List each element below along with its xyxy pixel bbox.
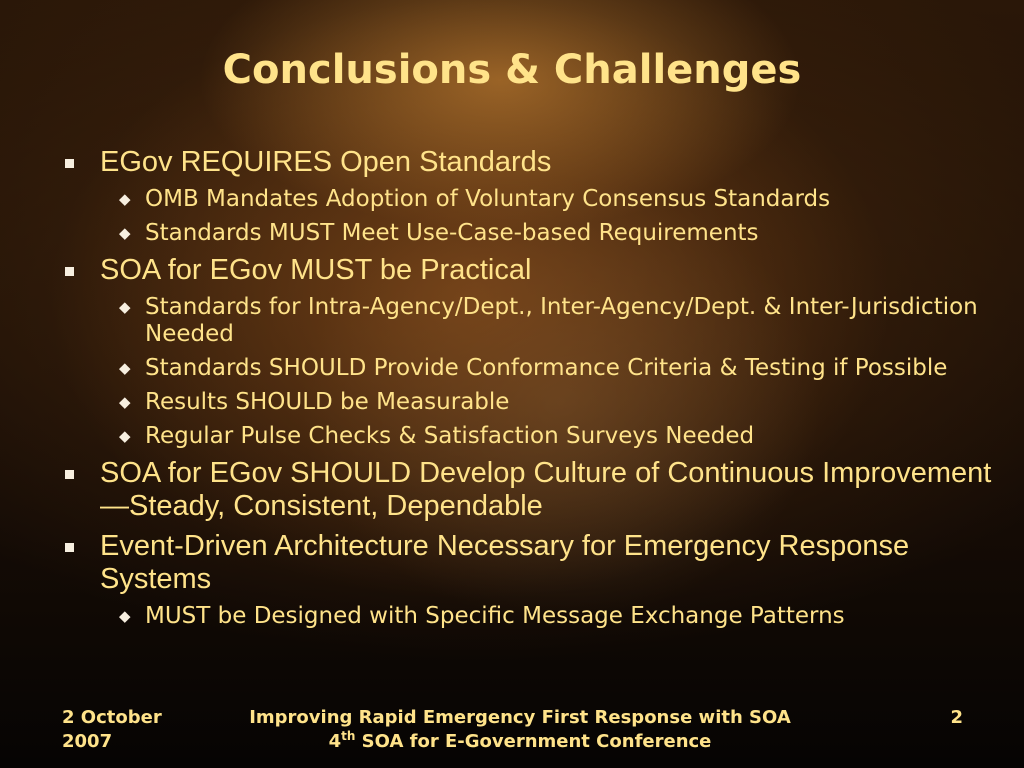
diamond-bullet-icon: ◆ bbox=[119, 190, 131, 208]
sub-bullet-text: Regular Pulse Checks & Satisfaction Surveys Needed bbox=[145, 423, 755, 449]
sub-bullet-item bbox=[60, 603, 1015, 630]
sub-bullet-text: MUST be Designed with Specific Message Exchange Patterns bbox=[145, 603, 845, 629]
page-number: 2 bbox=[950, 707, 963, 728]
square-bullet-icon bbox=[65, 267, 74, 276]
sub-bullet-text: Standards MUST Meet Use-Case-based Requirements bbox=[145, 220, 759, 246]
sub-bullet-item bbox=[60, 389, 1015, 416]
sub-bullet-item bbox=[60, 186, 1015, 213]
footer-date: 2 October 2007 bbox=[62, 707, 162, 752]
diamond-bullet-icon: ◆ bbox=[119, 224, 131, 242]
bullet-item bbox=[60, 457, 1015, 523]
footer-presentation-title: Improving Rapid Emergency First Response with SOA bbox=[249, 707, 791, 728]
footer-conference-name bbox=[200, 730, 840, 754]
bullet-item bbox=[60, 530, 1015, 596]
sub-bullet-item bbox=[60, 294, 1015, 348]
diamond-bullet-icon: ◆ bbox=[119, 607, 131, 625]
diamond-bullet-icon: ◆ bbox=[119, 359, 131, 377]
sub-bullet-text: Standards SHOULD Provide Conformance Criteria & Testing if Possible bbox=[145, 355, 948, 381]
footer-ordinal-suffix: th bbox=[341, 729, 356, 743]
sub-bullet-item bbox=[60, 220, 1015, 247]
footer-conference bbox=[200, 706, 840, 754]
footer-conference-number: 4 bbox=[328, 731, 342, 752]
sub-bullet-text: OMB Mandates Adoption of Voluntary Consensus Standards bbox=[145, 186, 831, 212]
sub-bullet-item bbox=[60, 423, 1015, 450]
bullet-item bbox=[60, 146, 1015, 179]
bullet-text: Event-Driven Architecture Necessary for Emergency Response Systems bbox=[100, 530, 910, 595]
bullet-text: SOA for EGov MUST be Practical bbox=[100, 254, 532, 286]
diamond-bullet-icon: ◆ bbox=[119, 393, 131, 411]
square-bullet-icon bbox=[65, 543, 74, 552]
bullet-text: EGov REQUIRES Open Standards bbox=[100, 146, 552, 178]
slide-title: Conclusions & Challenges bbox=[222, 47, 802, 93]
bullet-text: SOA for EGov SHOULD Develop Culture of Continuous Improvement—Steady, Consistent, Dependable bbox=[100, 457, 992, 522]
diamond-bullet-icon: ◆ bbox=[119, 427, 131, 445]
bullet-item bbox=[60, 254, 1015, 287]
square-bullet-icon bbox=[65, 470, 74, 479]
sub-bullet-item bbox=[60, 355, 1015, 382]
footer-conference-title: SOA for E-Government Conference bbox=[355, 731, 712, 752]
square-bullet-icon bbox=[65, 159, 74, 168]
diamond-bullet-icon: ◆ bbox=[119, 298, 131, 316]
sub-bullet-text: Results SHOULD be Measurable bbox=[145, 389, 510, 415]
sub-bullet-text: Standards for Intra-Agency/Dept., Inter-Agency/Dept. & Inter-Jurisdiction Needed bbox=[145, 294, 978, 347]
bullet-list bbox=[60, 146, 1015, 630]
